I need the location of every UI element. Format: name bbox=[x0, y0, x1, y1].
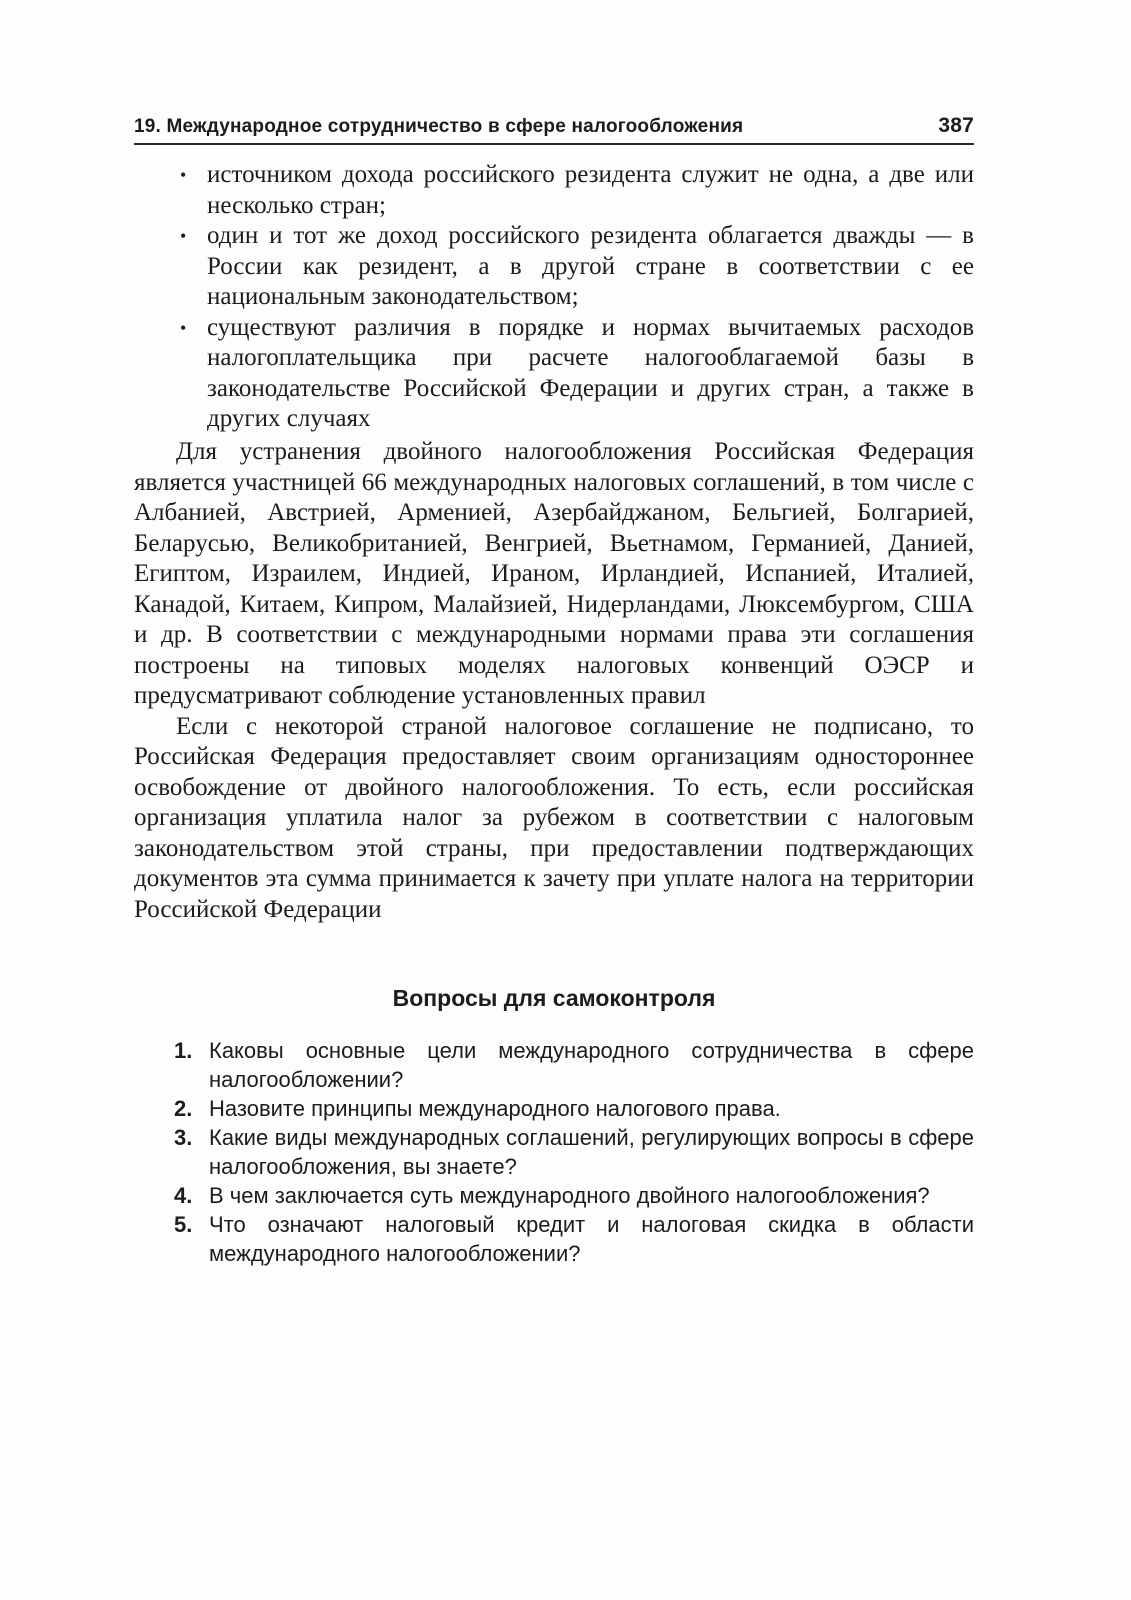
bullet-icon: • bbox=[180, 165, 187, 185]
question-number: 2. bbox=[174, 1096, 193, 1121]
bullet-item bbox=[176, 313, 974, 435]
questions-list bbox=[174, 1036, 974, 1268]
section-heading: Вопросы для самоконтроля bbox=[392, 985, 716, 1011]
bullet-item bbox=[176, 221, 974, 313]
bullet-list bbox=[176, 160, 974, 435]
question-text: Что означают налоговый кредит и налоговая скидка в области международного налогообложении? bbox=[209, 1212, 974, 1266]
question-item bbox=[174, 1181, 974, 1210]
question-text: В чем заключается суть международного двойного налогообложения? bbox=[209, 1183, 930, 1208]
bullet-text: существуют различия в порядке и нормах вычитаемых расходов налогоплательщика при расчете налогооблагаемой базы в законодательстве Российской Федерации и других стран, а также в других случаях bbox=[207, 313, 974, 432]
question-text: Назовите принципы международного налогового права. bbox=[209, 1096, 781, 1121]
bullet-icon: • bbox=[180, 226, 187, 246]
header-rule bbox=[134, 143, 974, 145]
question-number: 5. bbox=[174, 1212, 193, 1237]
bullet-text: источником дохода российского резидента служит не одна, а две или несколько стран; bbox=[207, 161, 974, 219]
bullet-item bbox=[176, 160, 974, 221]
question-number: 3. bbox=[174, 1125, 193, 1150]
paragraph: Для устранения двойного налогообложения Российская Федерация является участницей 66 международных налоговых соглашений, в том числе с Албанией, Австрией, Арменией, Азербайджаном, Бельгией, Болгарией, Беларусью, Великобританией, Венгрией, Вьетнамом, Германией, Данией, Египтом, Израилем, Индией, Ираном, Ирландией, Испанией, Италией, Канадой, Китаем, Кипром, Малайзией, Нидерландами, Люксембургом, США и др. В соответствии с международными нормами права эти соглашения построены на типовых моделях налоговых конвенций ОЭСР и предусматривают соблюдение установленных правил bbox=[134, 438, 974, 709]
question-number: 1. bbox=[174, 1038, 193, 1063]
bullet-icon: • bbox=[180, 317, 187, 338]
bullet-text: один и тот же доход российского резидента облагается дважды — в России как резидент, а в другой стране в соответствии с ее национальным законодательством; bbox=[207, 222, 974, 310]
question-item bbox=[174, 1094, 974, 1123]
question-item bbox=[174, 1036, 974, 1094]
question-item bbox=[174, 1123, 974, 1181]
question-text: Каковы основные цели международного сотрудничества в сфере налогообложении? bbox=[209, 1038, 974, 1092]
page-number: 387 bbox=[938, 114, 974, 137]
question-text: Какие виды международных соглашений, регулирующих вопросы в сфере налогообложения, вы знаете? bbox=[209, 1125, 974, 1179]
question-item bbox=[174, 1210, 974, 1268]
running-header bbox=[134, 112, 974, 142]
question-number: 4. bbox=[174, 1183, 193, 1208]
body-text bbox=[134, 437, 974, 925]
chapter-title: 19. Международное сотрудничество в сфере налогообложения bbox=[134, 116, 744, 137]
paragraph: Если с некоторой страной налоговое соглашение не подписано, то Российская Федерация предоставляет своим организациям одностороннее освобождение от двойного налогообложения. То есть, если российская организация уплатила налог за рубежом в соответствии с налоговым законодательством этой страны, при предоставлении подтверждающих документов эта сумма принимается к зачету при уплате налога на территории Российской Федерации bbox=[134, 712, 974, 923]
